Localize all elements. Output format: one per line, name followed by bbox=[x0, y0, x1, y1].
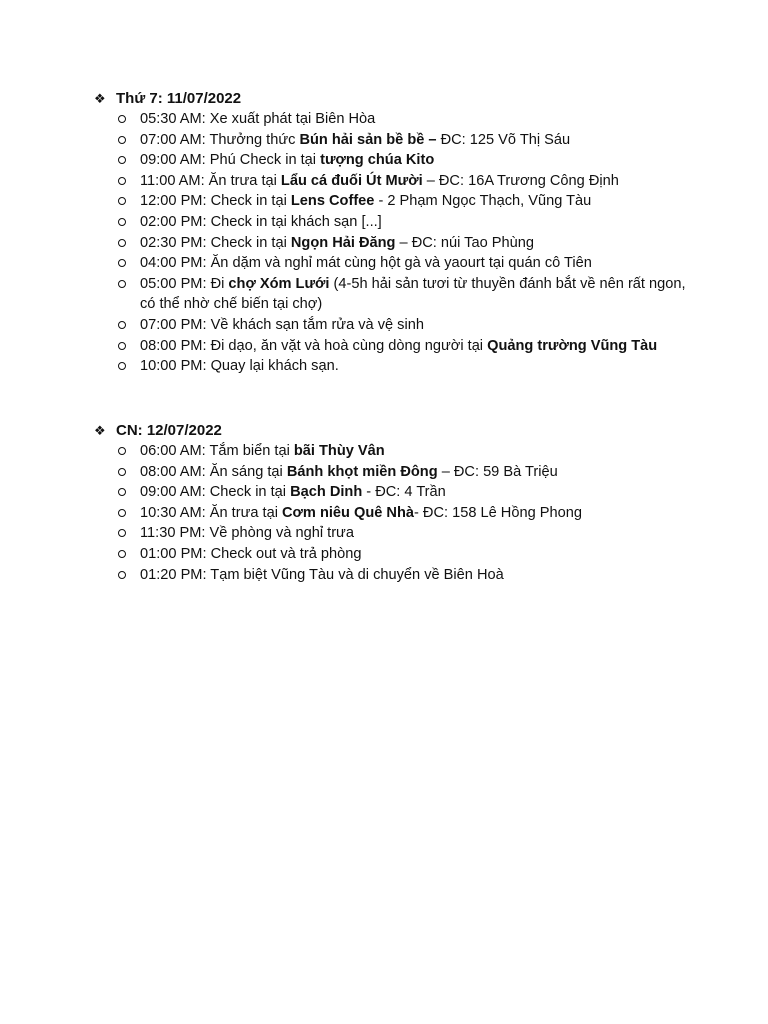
itinerary-item bbox=[94, 336, 694, 357]
circle-bullet-icon bbox=[118, 321, 126, 329]
item-highlight-text: Bạch Dinh bbox=[290, 484, 363, 501]
item-text: 01:00 PM: Check out và trả phòng bbox=[140, 545, 362, 562]
item-text: 06:00 AM: Tắm biển tại bbox=[140, 443, 294, 459]
item-text: 08:00 AM: Ăn sáng tại bbox=[140, 463, 287, 480]
circle-bullet-icon bbox=[118, 362, 126, 370]
itinerary-item bbox=[94, 503, 694, 524]
item-text: 08:00 PM: Đi dạo, ăn vặt và hoà cùng dòng người tại bbox=[140, 337, 488, 354]
circle-bullet-icon bbox=[118, 136, 126, 144]
itinerary-item bbox=[94, 356, 694, 377]
diamond-bullet-icon: ❖ bbox=[94, 423, 106, 438]
item-text: 07:00 AM: Thưởng thức bbox=[140, 131, 300, 148]
itinerary-list bbox=[94, 109, 694, 377]
item-text: 02:30 PM: Check in tại bbox=[140, 234, 291, 251]
circle-bullet-icon bbox=[118, 447, 126, 455]
itinerary-item bbox=[94, 274, 694, 315]
item-text: – ĐC: núi Tao Phùng bbox=[395, 234, 534, 251]
item-text: - 2 Phạm Ngọc Thạch, Vũng Tàu bbox=[374, 193, 592, 210]
item-text: 05:00 PM: Đi bbox=[140, 275, 229, 292]
item-highlight-text: bãi Thùy Vân bbox=[293, 443, 385, 459]
item-text: 05:30 AM: Xe xuất phát tại Biên Hòa bbox=[140, 111, 376, 127]
circle-bullet-icon bbox=[118, 280, 126, 288]
circle-bullet-icon bbox=[118, 177, 126, 185]
item-highlight-text: Cơm niêu Quê Nhà bbox=[282, 504, 415, 521]
itinerary-item bbox=[94, 253, 694, 274]
circle-bullet-icon bbox=[118, 550, 126, 558]
item-highlight-text: Lens Coffee bbox=[290, 193, 375, 210]
itinerary-item bbox=[94, 482, 694, 503]
circle-bullet-icon bbox=[118, 218, 126, 226]
day-heading-text: CN: 12/07/2022 bbox=[116, 422, 222, 439]
item-highlight-text: Bánh khọt miền Đông bbox=[286, 463, 438, 480]
item-highlight-text: Lẩu cá đuối Út Mười bbox=[280, 172, 423, 189]
itinerary-item bbox=[94, 523, 694, 544]
circle-bullet-icon bbox=[118, 488, 126, 496]
day-section-saturday bbox=[94, 88, 694, 377]
item-text: 10:30 AM: Ăn trưa tại bbox=[140, 504, 282, 521]
itinerary-item bbox=[94, 565, 694, 586]
item-highlight-text: Quảng trường Vũng Tàu bbox=[487, 337, 658, 354]
itinerary-item bbox=[94, 233, 694, 254]
item-highlight-text: chợ Xóm Lưới bbox=[228, 275, 330, 292]
day-heading-text: Thứ 7: 11/07/2022 bbox=[116, 90, 242, 107]
circle-bullet-icon bbox=[118, 156, 126, 164]
itinerary-item bbox=[94, 150, 694, 171]
item-text: 07:00 PM: Về khách sạn tắm rửa và vệ sinh bbox=[140, 316, 424, 333]
item-text: 11:00 AM: Ăn trưa tại bbox=[140, 172, 281, 189]
item-text: (4-5h hải sản tươi từ thuyền đánh bắt về nên rất ngon, có thể nhờ chế biến tại chợ) bbox=[140, 275, 686, 313]
item-text: 11:30 PM: Về phòng và nghỉ trưa bbox=[140, 525, 354, 542]
itinerary-list bbox=[94, 441, 694, 585]
day-heading bbox=[94, 420, 694, 441]
itinerary-item bbox=[94, 462, 694, 483]
item-highlight-text: Ngọn Hải Đăng bbox=[290, 234, 396, 251]
itinerary-item bbox=[94, 191, 694, 212]
item-text: 10:00 PM: Quay lại khách sạn. bbox=[140, 358, 339, 375]
item-text: - ĐC: 4 Trần bbox=[362, 484, 446, 501]
itinerary-item bbox=[94, 171, 694, 192]
item-text: – ĐC: 16A Trương Công Định bbox=[422, 172, 619, 189]
item-text: 12:00 PM: Check in tại bbox=[140, 193, 291, 210]
itinerary-item bbox=[94, 109, 694, 130]
item-text: 02:00 PM: Check in tại khách sạn [...] bbox=[140, 213, 382, 230]
item-highlight-text: Bún hải sản bề bề – bbox=[299, 131, 437, 148]
circle-bullet-icon bbox=[118, 509, 126, 517]
circle-bullet-icon bbox=[118, 259, 126, 267]
item-highlight-text: tượng chúa Kito bbox=[320, 152, 435, 169]
item-text: - ĐC: 158 Lê Hồng Phong bbox=[414, 504, 582, 521]
item-text: 04:00 PM: Ăn dặm và nghỉ mát cùng hột gà và yaourt tại quán cô Tiên bbox=[140, 255, 592, 272]
circle-bullet-icon bbox=[118, 468, 126, 476]
day-section-sunday bbox=[94, 420, 694, 585]
day-heading bbox=[94, 88, 694, 109]
item-text: 01:20 PM: Tạm biệt Vũng Tàu và di chuyển về Biên Hoà bbox=[140, 566, 504, 583]
circle-bullet-icon bbox=[118, 197, 126, 205]
circle-bullet-icon bbox=[118, 342, 126, 350]
circle-bullet-icon bbox=[118, 239, 126, 247]
circle-bullet-icon bbox=[118, 115, 126, 123]
itinerary-item bbox=[94, 212, 694, 233]
circle-bullet-icon bbox=[118, 529, 126, 537]
item-text: – ĐC: 59 Bà Triệu bbox=[437, 463, 558, 480]
itinerary-item bbox=[94, 130, 694, 151]
item-text: ĐC: 125 Võ Thị Sáu bbox=[436, 131, 571, 148]
item-text: 09:00 AM: Phú Check in tại bbox=[140, 152, 321, 169]
circle-bullet-icon bbox=[118, 571, 126, 579]
itinerary-item bbox=[94, 544, 694, 565]
item-text: 09:00 AM: Check in tại bbox=[140, 484, 291, 501]
diamond-bullet-icon: ❖ bbox=[94, 91, 106, 106]
itinerary-item bbox=[94, 441, 694, 462]
itinerary-item bbox=[94, 315, 694, 336]
